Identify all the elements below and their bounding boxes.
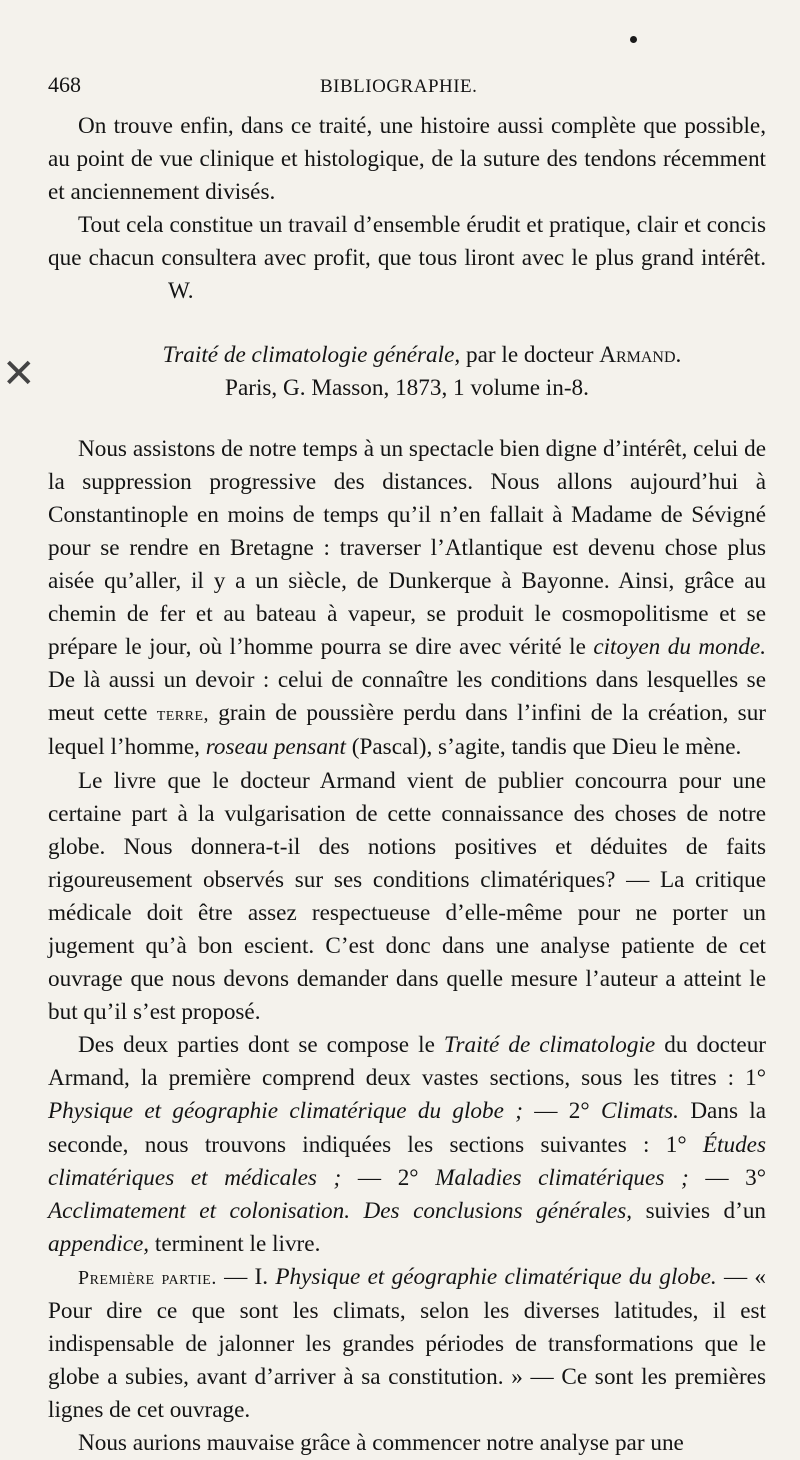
- italic-run: appendice,: [48, 1230, 150, 1257]
- ink-dot-mark: [630, 36, 637, 43]
- text-run: — I.: [224, 1263, 269, 1290]
- closing-paragraph-1: On trouve enfin, dans ce traité, une histoire aussi complète que possible, au point de vue clinique et histologique, de la suture des tendons récemment et anciennement divisés.: [48, 113, 766, 206]
- body-paragraph-2: Le livre que le docteur Armand vient de publier concourra pour une certaine part à la vulgarisation de cette connaissance des choses de notre globe. Nous donnera-t-il des notions positives et déduites de faits rigoureusement observés sur ses conditions climatériques? — La critique médicale doit être assez respectueuse d’elle-même pour ne porter un jugement qu’à bon escient. C’est donc dans une analyse patiente de cet ouvrage que nous devons demander dans quelle mesure l’auteur a atteint le but qu’il s’est proposé.: [48, 767, 766, 1026]
- italic-run: Maladies climatériques ;: [435, 1164, 689, 1191]
- text-run: — 2°: [534, 1098, 590, 1125]
- text-run: — « Pour dire ce que sont les climats, selon les diverses latitudes, il est indispensable de jalonner les grandes périodes de transformations que le globe a subies, avant d’arriver à sa constitution. » — Ce sont les premières lignes de cet ouvrage.: [48, 1263, 766, 1424]
- italic-run: Traité de climatologie: [443, 1032, 656, 1059]
- page-number: 468: [48, 72, 81, 97]
- italic-run: Physique et géographie climatérique du globe ;: [48, 1098, 523, 1125]
- text-run: De là aussi un devoir : celui de connaître les conditions dans lesquelles se meut cette: [48, 667, 766, 727]
- text-run: du docteur Armand, la première comprend deux vastes sections, sous les titres : 1°: [48, 1032, 767, 1092]
- italic-run: citoyen du monde.: [593, 634, 767, 661]
- book-title: Traité de climatologie générale,: [162, 341, 461, 368]
- book-by: par le docteur: [465, 341, 594, 368]
- running-title: BIBLIOGRAPHIE.: [320, 76, 478, 97]
- reviewer-signature: W.: [168, 278, 194, 305]
- running-head: [48, 72, 766, 110]
- book-imprint: Paris, G. Masson, 1873, 1 volume in-8.: [225, 374, 589, 401]
- body-paragraph-1: [48, 433, 766, 765]
- text-run: suivies d’un: [645, 1197, 767, 1224]
- text-run: terminent le livre.: [154, 1230, 321, 1257]
- text-run: — 2°: [357, 1164, 419, 1191]
- italic-run: Climats.: [601, 1098, 679, 1125]
- book-author: Armand.: [599, 341, 682, 368]
- small-caps-run: Première partie.: [78, 1266, 217, 1289]
- italic-run: Acclimatement et colonisation. Des conclusions générales,: [48, 1197, 633, 1224]
- text-run: grain de poussière perdu dans l’infini de la création, sur lequel l’homme,: [48, 700, 767, 761]
- review-heading: [48, 339, 766, 405]
- margin-cross-mark: ✕: [2, 351, 36, 397]
- text-run: Dans la seconde, nous trouvons indiquées les sections suivantes : 1°: [48, 1098, 767, 1158]
- italic-run: roseau pensant: [205, 734, 346, 761]
- closing-paragraph-2: [48, 209, 766, 308]
- body-paragraph-4: [48, 1261, 766, 1427]
- text-run: Nous assistons de notre temps à un spectacle bien digne d’intérêt, celui de la suppression progressive des distances. Nous allons aujourd’hui à Constantinople en moins de temps qu’il n’en fallait à Madame de Sévigné pour se rendre en Bretagne : traverser l’Atlantique est devenu chose plus aisée qu’aller, il y a un siècle, de Dunkerque à Bayonne. Ainsi, grâce au chemin de fer et au bateau à vapeur, se produit le cosmopolitisme et se prépare le jour, où l’homme pourra se dire avec vérité le: [48, 435, 766, 661]
- italic-run: Études climatériques et médicales ;: [48, 1131, 766, 1191]
- text-run: — 3°: [705, 1164, 766, 1191]
- small-caps-run: terre,: [156, 703, 210, 726]
- closing-paragraph-2-text: Tout cela constitue un travail d’ensemble érudit et pratique, clair et concis que chacun consultera avec profit, que tous liront avec le plus grand intérêt.: [48, 212, 766, 272]
- body-paragraph-3: [48, 1029, 766, 1261]
- italic-run: Physique et géographie climatérique du globe.: [275, 1263, 717, 1290]
- text-run: (Pascal), s’agite, tandis que Dieu le mène.: [351, 734, 742, 761]
- body-paragraph-5: Nous aurions mauvaise grâce à commencer notre analyse par une: [78, 1430, 684, 1457]
- text-run: Des deux parties dont se compose le: [78, 1032, 435, 1059]
- review-heading-line-1: [48, 339, 766, 372]
